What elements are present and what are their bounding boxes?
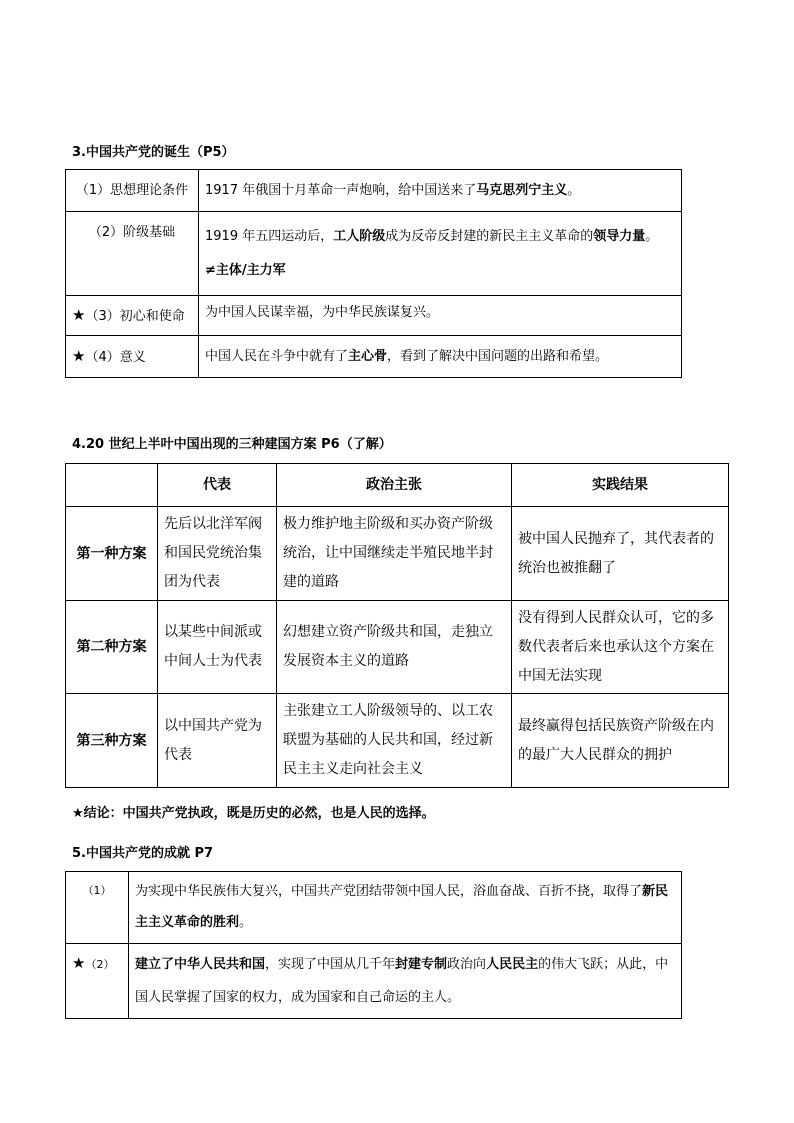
star-icon: ★	[72, 954, 86, 972]
table-row	[66, 170, 682, 212]
plan-rep: 先后以北洋军阀和国民党统治集团为代表	[158, 507, 277, 601]
row-num: ★（2）	[66, 944, 129, 1019]
section-5-title: 5.中国共产党的成就 P7	[72, 846, 214, 861]
row-label: （1）思想理论条件	[66, 170, 199, 212]
row-label: （2）阶级基础	[66, 212, 199, 296]
row-content: 为中国人民谋幸福，为中华民族谋复兴。	[199, 296, 682, 336]
plan-claim: 极力维护地主阶级和买办资产阶级统治，让中国继续走半殖民地半封建的道路	[277, 507, 512, 601]
row-content: 中国人民在斗争中就有了主心骨，看到了解决中国问题的出路和希望。	[199, 336, 682, 378]
table-row	[66, 944, 682, 1019]
row-label: ★（3）初心和使命	[66, 296, 199, 336]
header-claim: 政治主张	[277, 464, 512, 507]
row-content: 1917 年俄国十月革命一声炮响，给中国送来了马克思列宁主义。	[199, 170, 682, 212]
row-num: （1）	[66, 872, 129, 944]
row-content: 1919 年五四运动后，工人阶级成为反帝反封建的新民主主义革命的领导力量。 ≠主体/主力军	[199, 212, 682, 296]
row-note: ≠主体/主力军	[205, 263, 286, 278]
header-empty	[66, 464, 158, 507]
table-row	[66, 694, 729, 788]
table-row	[66, 212, 682, 296]
plan-rep: 以中国共产党为代表	[158, 694, 277, 788]
row-label: ★（4）意义	[66, 336, 199, 378]
table-header-row	[66, 464, 729, 507]
section-3-title: 3.中国共产党的诞生（P5）	[72, 145, 235, 160]
table-row	[66, 336, 682, 378]
plan-result: 被中国人民抛弃了，其代表者的统治也被推翻了	[512, 507, 729, 601]
header-result: 实践结果	[512, 464, 729, 507]
plan-claim: 主张建立工人阶级领导的、以工农联盟为基础的人民共和国，经过新民主主义走向社会主义	[277, 694, 512, 788]
plan-name: 第二种方案	[66, 601, 158, 694]
plan-result: 最终赢得包括民族资产阶级在内的最广大人民群众的拥护	[512, 694, 729, 788]
achievements-table	[65, 871, 682, 1019]
table-row	[66, 296, 682, 336]
star-icon: ★	[72, 305, 86, 324]
plan-claim: 幻想建立资产阶级共和国，走独立发展资本主义的道路	[277, 601, 512, 694]
plans-table	[65, 463, 729, 788]
row-content: 为实现中华民族伟大复兴，中国共产党团结带领中国人民，浴血奋战、百折不挠，取得了新民主主义革命的胜利。	[129, 872, 682, 944]
plan-name: 第三种方案	[66, 694, 158, 788]
table-row	[66, 872, 682, 944]
conclusion: ★结论：中国共产党执政，既是历史的必然，也是人民的选择。	[72, 806, 435, 821]
table-row	[66, 507, 729, 601]
plan-rep: 以某些中间派或中间人士为代表	[158, 601, 277, 694]
star-icon: ★	[72, 346, 86, 365]
birth-table	[65, 169, 682, 378]
plan-result: 没有得到人民群众认可，它的多数代表者后来也承认这个方案在中国无法实现	[512, 601, 729, 694]
header-rep: 代表	[158, 464, 277, 507]
section-4-title: 4.20 世纪上半叶中国出现的三种建国方案 P6（了解）	[72, 437, 392, 452]
table-row	[66, 601, 729, 694]
row-content: 建立了中华人民共和国，实现了中国从几千年封建专制政治向人民民主的伟大飞跃；从此，中国人民掌握了国家的权力，成为国家和自己命运的主人。	[129, 944, 682, 1019]
plan-name: 第一种方案	[66, 507, 158, 601]
